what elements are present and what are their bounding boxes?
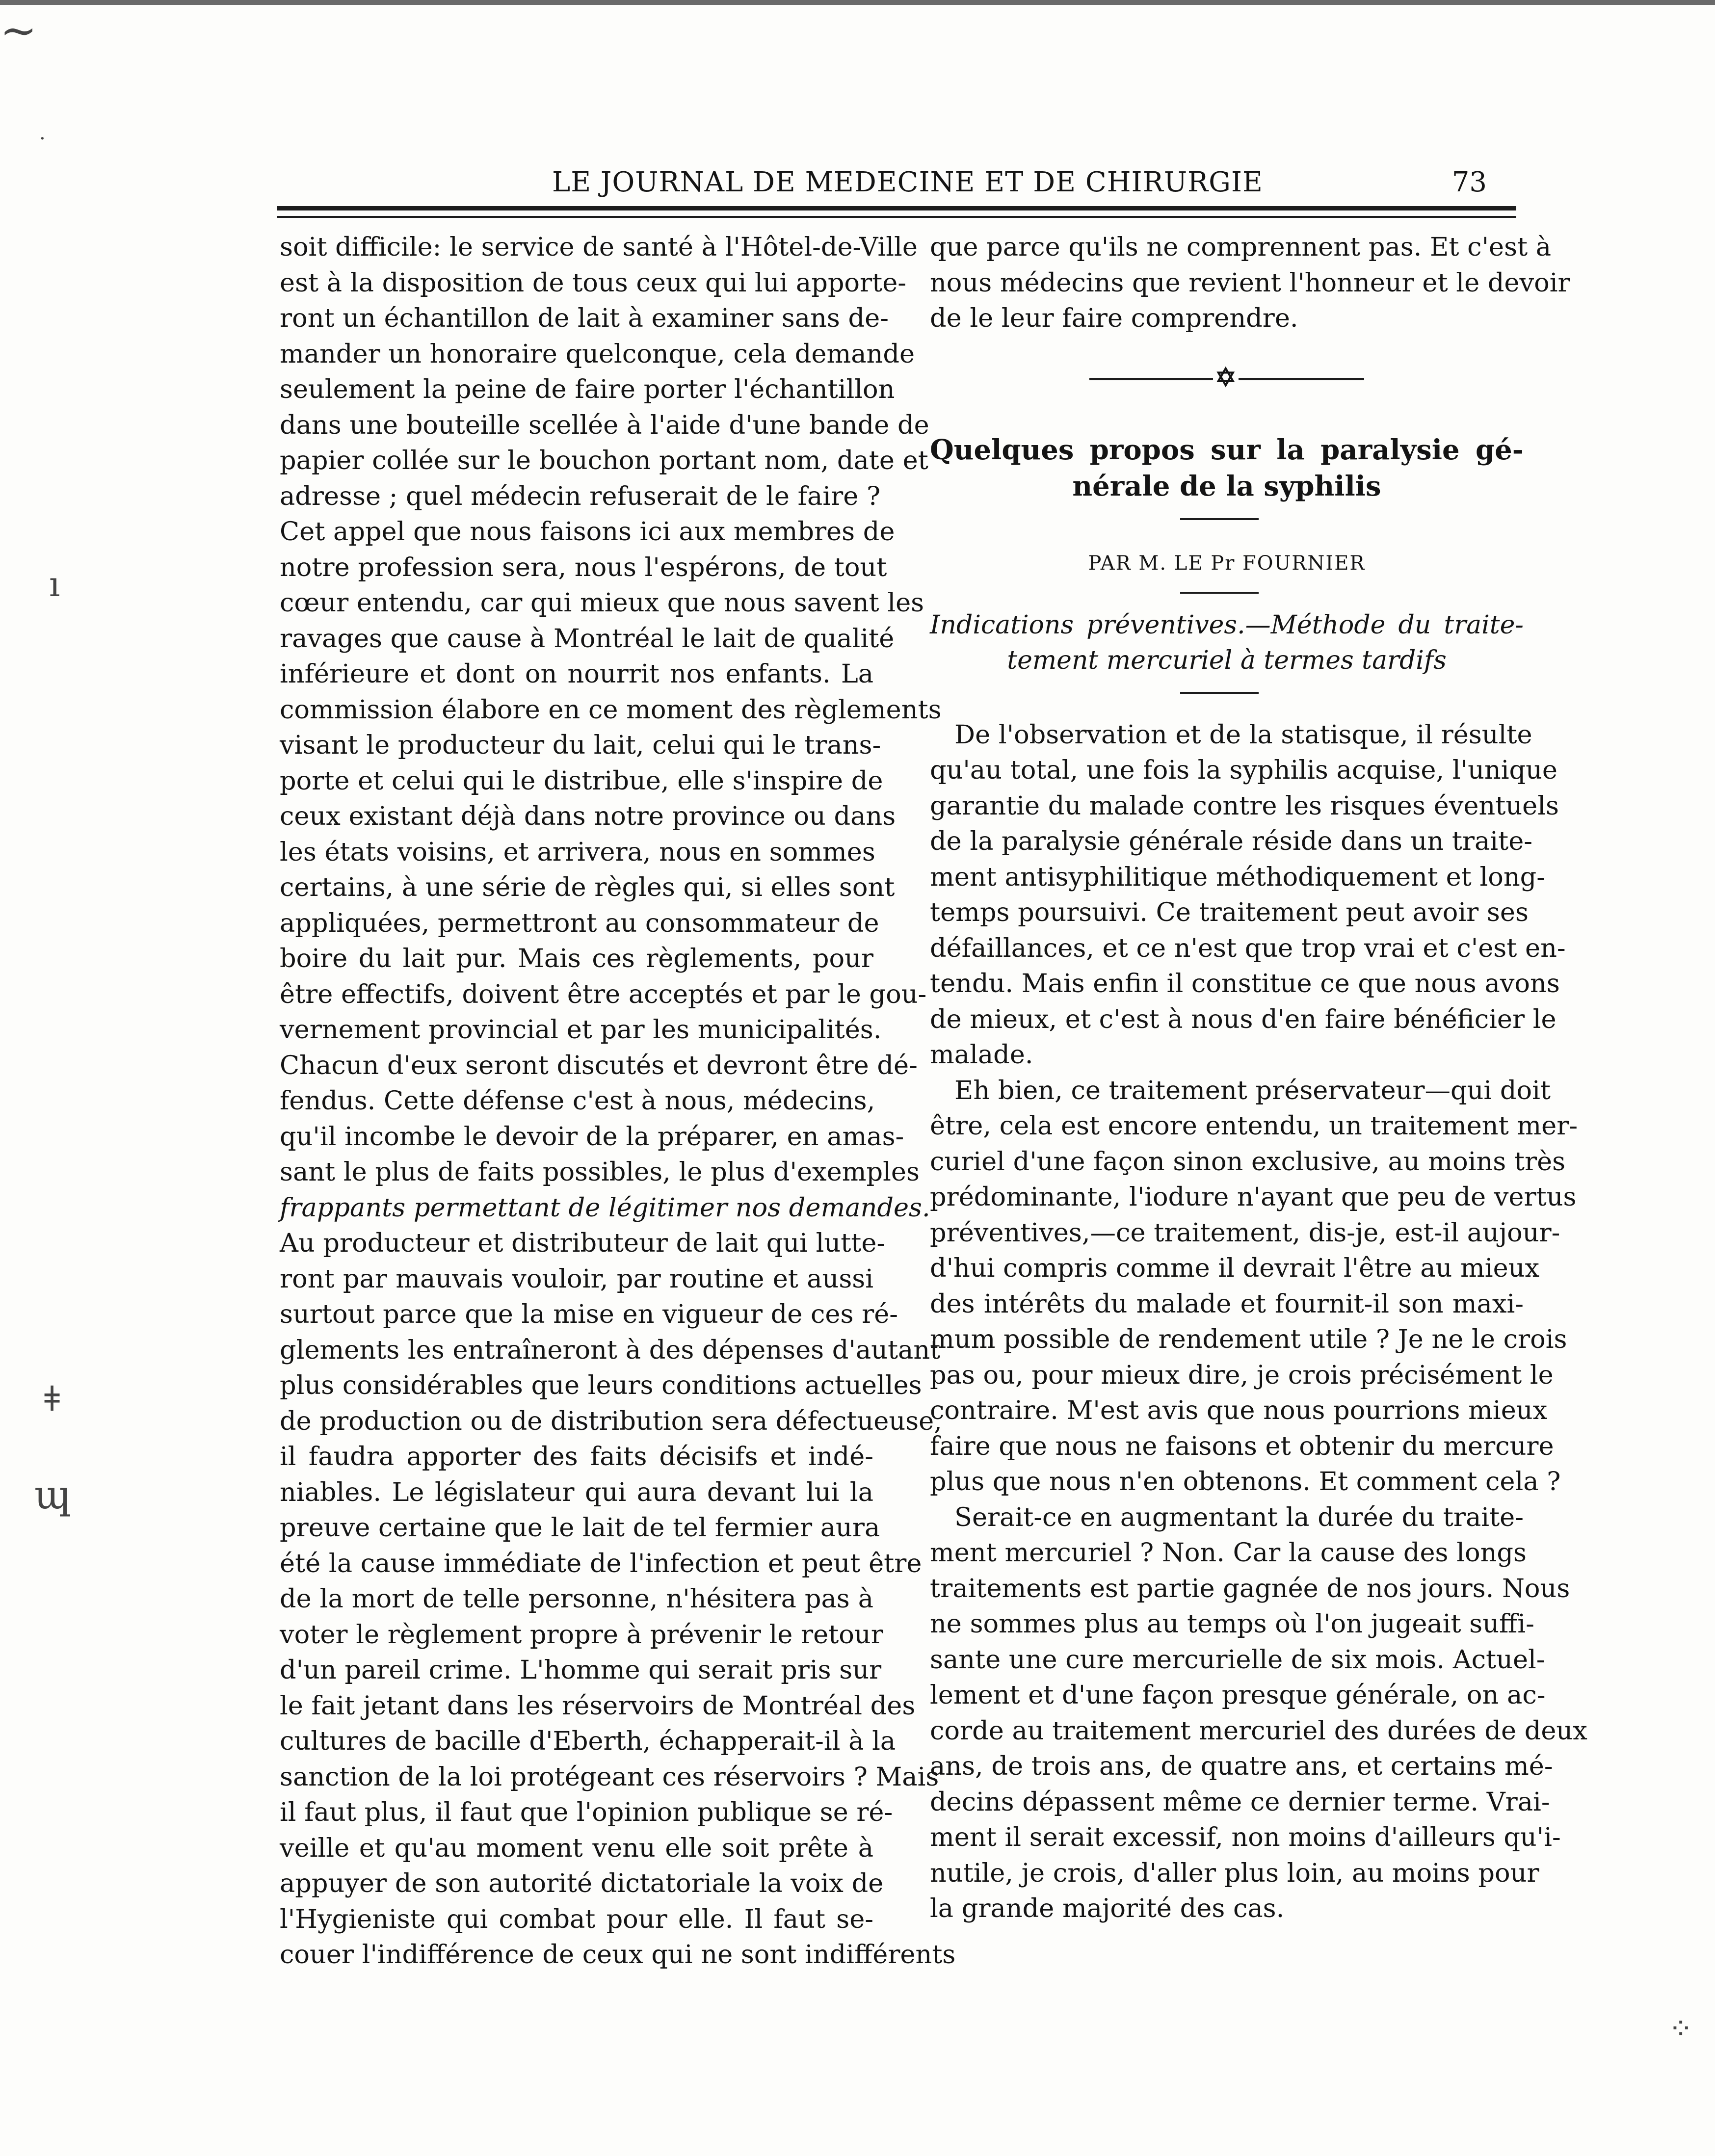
text-line: garantie du malade contre les risques éventuels	[930, 790, 1559, 821]
text-line: contraire. M'est avis que nous pourrions mieux	[930, 1395, 1548, 1425]
text-line: sanction de la loi protégeant ces réservoirs ? Mais	[280, 1762, 939, 1792]
text-line: fendus. Cette défense c'est à nous, médecins,	[280, 1086, 875, 1116]
subtitle-line: tement mercuriel à termes tardifs	[1007, 645, 1447, 675]
text-line: il faudra apporter des faits décisifs et indé-	[280, 1442, 873, 1472]
text-line: temps poursuivi. Ce traitement peut avoir ses	[930, 897, 1529, 927]
text-line: préventives,—ce traitement, dis-je, est-il aujour-	[930, 1217, 1560, 1248]
text-line: des intérêts du malade et fournit-il son maxi-	[930, 1288, 1524, 1319]
text-line: boire du lait pur. Mais ces règlements, pour	[280, 944, 873, 973]
text-line: ment antisyphilitique méthodiquement et long-	[930, 862, 1546, 892]
text-line: voter le règlement propre à prévenir le retour	[280, 1619, 883, 1650]
text-line: ne sommes plus au temps où l'on jugeait suffi-	[930, 1609, 1534, 1639]
text-line: de production ou de distribution sera défectueuse,	[280, 1406, 942, 1436]
text-line: de la paralysie générale réside dans un traite-	[930, 826, 1533, 856]
text-line: nutile, je crois, d'aller plus loin, au moins pour	[930, 1858, 1539, 1888]
byline-rule	[930, 578, 1524, 607]
text-line: malade.	[930, 1040, 1033, 1070]
text-line: inférieure et dont on nourrit nos enfants. La	[280, 659, 873, 689]
text-line: corde au traitement mercuriel des durées de deux	[930, 1715, 1587, 1746]
article-subtitle	[930, 607, 1524, 678]
text-line: défaillances, et ce n'est que trop vrai et c'est en-	[930, 933, 1566, 963]
star-ornament-icon: ✡	[1213, 363, 1239, 393]
text-line: été la cause immédiate de l'infection et peut être	[280, 1548, 922, 1578]
text-line: decins dépassent même ce dernier terme. Vrai-	[930, 1787, 1550, 1817]
text-line: traitements est partie gagnée de nos jours. Nous	[930, 1573, 1570, 1604]
text-line: plus considérables que leurs conditions actuelles	[280, 1370, 922, 1400]
text-line: être effectifs, doivent être acceptés et par le gou-	[280, 979, 927, 1009]
text-line: de la mort de telle personne, n'hésitera pas à	[280, 1584, 873, 1614]
text-line: ravages que cause à Montréal le lait de qualité	[280, 623, 895, 654]
text-line: les états voisins, et arrivera, nous en sommes	[280, 837, 875, 867]
text-line: qu'au total, une fois la syphilis acquise, l'unique	[930, 755, 1557, 785]
text-line: le fait jetant dans les réservoirs de Montréal des	[280, 1690, 916, 1721]
text-line: cœur entendu, car qui mieux que nous savent les	[280, 588, 924, 618]
text-line: est à la disposition de tous ceux qui lui apporte-	[280, 267, 907, 298]
text-line: la grande majorité des cas.	[930, 1893, 1285, 1923]
text-line: veille et qu'au moment venu elle soit prête à	[280, 1833, 873, 1863]
text-line: frappants permettant de légitimer nos demandes.	[280, 1192, 930, 1223]
text-line: ront par mauvais vouloir, par routine et aussi	[280, 1263, 873, 1294]
text-line: mander un honoraire quelconque, cela demande	[280, 339, 915, 369]
text-line: de mieux, et c'est à nous d'en faire bénéficier le	[930, 1004, 1557, 1034]
text-line: Cet appel que nous faisons ici aux membres de	[280, 517, 895, 547]
text-line: que parce qu'ils ne comprennent pas. Et c'est à	[930, 232, 1552, 262]
subtitle-line: Indications préventives.—Méthode du traite-	[930, 610, 1524, 640]
scan-speck: ǂ	[44, 1379, 60, 1419]
text-line: sant le plus de faits possibles, le plus d'exemples	[280, 1157, 920, 1187]
text-line: niables. Le législateur qui aura devant lui la	[280, 1477, 873, 1507]
right-column	[930, 230, 1587, 1927]
text-line: ment mercuriel ? Non. Car la cause des longs	[930, 1538, 1527, 1568]
text-line: il faut plus, il faut que l'opinion publique se ré-	[280, 1797, 893, 1827]
text-line: papier collée sur le bouchon portant nom, date et	[280, 446, 928, 475]
text-line: être, cela est encore entendu, un traitement mer-	[930, 1111, 1578, 1141]
text-line: preuve certaine que le lait de tel fermier aura	[280, 1513, 880, 1543]
article-title	[930, 432, 1524, 504]
left-column	[280, 230, 956, 1973]
text-line: tendu. Mais enfin il constitue ce que nous avons	[930, 969, 1560, 999]
text-line: pas ou, pour mieux dire, je crois précisément le	[930, 1360, 1554, 1390]
header-rule-thick	[277, 206, 1516, 210]
section-ornament	[930, 361, 1524, 396]
text-line: adresse ; quel médecin refuserait de le faire ?	[280, 481, 881, 511]
running-header	[277, 159, 1516, 204]
page-number: 73	[1451, 166, 1487, 198]
text-line: glements les entraîneront à des dépenses d'autant	[280, 1335, 941, 1365]
scan-speck: ~	[0, 5, 37, 56]
text-line: sante une cure mercurielle de six mois. Actuel-	[930, 1644, 1545, 1675]
text-line: vernement provincial et par les municipalités.	[280, 1015, 882, 1045]
text-line: ceux existant déjà dans notre province ou dans	[280, 801, 896, 831]
text-line: cultures de bacille d'Eberth, échapperait-il à la	[280, 1726, 896, 1756]
text-line: d'un pareil crime. L'homme qui serait pris sur	[280, 1655, 882, 1685]
article-title-line: Quelques propos sur la paralysie gé-	[930, 433, 1524, 466]
journal-title: LE JOURNAL DE MEDECINE ET DE CHIRURGIE	[552, 166, 1263, 198]
text-line: seulement la peine de faire porter l'échantillon	[280, 374, 895, 404]
scan-speck: ·	[39, 128, 46, 150]
title-rule	[930, 504, 1524, 534]
article-title-line: nérale de la syphilis	[1072, 470, 1381, 502]
subtitle-rule	[930, 678, 1524, 708]
text-line: mum possible de rendement utile ? Je ne le crois	[930, 1324, 1567, 1354]
text-line: de le leur faire comprendre.	[930, 303, 1298, 333]
text-line: nous médecins que revient l'honneur et le devoir	[930, 267, 1570, 298]
scan-speck: ɰ	[34, 1472, 72, 1518]
article-byline: PAR M. LE Pr FOURNIER	[1088, 552, 1366, 575]
text-line: certains, à une série de règles qui, si elles sont	[280, 872, 895, 902]
text-line: l'Hygieniste qui combat pour elle. Il faut se-	[280, 1904, 873, 1934]
text-line: plus que nous n'en obtenons. Et comment cela ?	[930, 1467, 1561, 1497]
text-line: d'hui compris comme il devrait l'être au mieux	[930, 1253, 1540, 1283]
text-line: Serait-ce en augmentant la durée du traite-	[954, 1502, 1524, 1532]
spacer	[930, 708, 1524, 717]
header-rule-thin	[277, 216, 1516, 218]
text-line: faire que nous ne faisons et obtenir du mercure	[930, 1431, 1554, 1461]
text-line: ment il serait excessif, non moins d'ailleurs qu'i-	[930, 1822, 1561, 1852]
text-line: couer l'indifférence de ceux qui ne sont indifférents	[280, 1940, 956, 1970]
text-line: qu'il incombe le devoir de la préparer, en amas-	[280, 1121, 904, 1152]
text-line: ans, de trois ans, de quatre ans, et certains mé-	[930, 1751, 1553, 1781]
text-line: ront un échantillon de lait à examiner sans de-	[280, 303, 889, 333]
text-line: curiel d'une façon sinon exclusive, au moins très	[930, 1146, 1566, 1177]
text-line: dans une bouteille scellée à l'aide d'une bande de	[280, 410, 929, 440]
scan-speck: ı	[49, 564, 60, 605]
text-line: surtout parce que la mise en vigueur de ces ré-	[280, 1299, 898, 1329]
text-line: soit difficile: le service de santé à l'Hôtel-de-Ville	[280, 232, 918, 262]
scan-top-edge	[0, 0, 1715, 5]
text-line: notre profession sera, nous l'espérons, de tout	[280, 552, 887, 582]
text-line: Chacun d'eux seront discutés et devront être dé-	[280, 1050, 918, 1080]
text-line: appuyer de son autorité dictatoriale la voix de	[280, 1868, 884, 1898]
text-line: De l'observation et de la statisque, il résulte	[954, 719, 1532, 750]
text-line: prédominante, l'iodure n'ayant que peu de vertus	[930, 1182, 1577, 1212]
scan-speck: ⁘	[1668, 2012, 1693, 2046]
text-line: appliquées, permettront au consommateur de	[280, 908, 879, 938]
text-line: lement et d'une façon presque générale, on ac-	[930, 1680, 1546, 1710]
text-line: Au producteur et distributeur de lait qui lutte-	[280, 1228, 886, 1258]
text-line: commission élabore en ce moment des règlements	[280, 694, 942, 725]
text-line: porte et celui qui le distribue, elle s'inspire de	[280, 765, 883, 796]
text-line: visant le producteur du lait, celui qui le trans-	[280, 730, 881, 760]
text-line: Eh bien, ce traitement préservateur—qui doit	[954, 1075, 1551, 1105]
